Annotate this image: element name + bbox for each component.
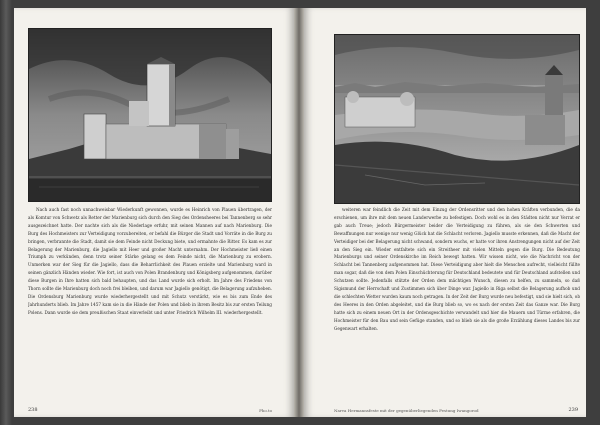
left-body-text (28, 206, 272, 404)
book-gutter (294, 8, 304, 417)
right-page (304, 8, 586, 417)
river-town-photo-icon (335, 35, 579, 203)
left-page-number: 238 (28, 407, 38, 413)
right-body-text (334, 206, 580, 404)
right-page-number: 239 (568, 407, 578, 413)
left-photo-credit: Pho.to (259, 408, 272, 413)
castle-photo-icon (29, 29, 271, 201)
left-paragraph: Nach auch fast noch unnachweisbar Wiederkunft gewonnen, wurde es Heinrich von Plauen übertragen, der als Komtur von Schwetz als Retter der Marienburg sich durch den Sieg des Ordensheeres bei Tannenberg so sehr ausgezeichnet hatte. Der nachte sich als die Niederlage erfuhr, mit seinen Mannen auf nach Marienburg. Die Burg des Hochmeisters zur Verteidigung vorzubereiten, er befahl die Bürger die Stadt und Vorräte in die Burg zu bringen, verbrannte die Stadt, damit sie dem Feinde nicht Deckung biete, und ermahnte die Ritter. Es kam es zur Belagerung der Marienburg, die Jagiello mit Heer und großer Macht unternahm. Der Hochmeister ließ einen Triumph zu verkünden, denn trotz seiner Stärke gelang es dem Feinde nicht, die Marienburg zu erobern. Unmerken war der Sieg für die Jagiello, dass die Beharrlichkeit des Plauen erzielte und Marienburg ward in seinen gänzlich Händen wieder. Wie fort, ist auch von Polen Brandenburg und Königsberg aufgenommen, darüber diese Burgen in Ihre hatten sich bald behaupten, und das Land wurde sich erholt. Im Jahre des Friedens von Thorn sollte die Marienburg doch noch frei bleiben, und darum war Jagiello genötigt, die Belagerung aufzuheben. Die Ordensburg Marienburg wurde wiederhergestellt und mit Schutz verstärkt, wie es bis zum Ende des Jahrhunderts blieb. Im Jahre 1457 kam sie in die Hände der Polen und blieb in ihrem Besitz bis zur ersten Teilung Polens. Dann wurde sie dem preußischen Staat einverleibt und unter Friedrich Wilhelm III. wiederhergestellt. (28, 207, 272, 315)
castle-photo (28, 28, 272, 202)
right-photo-credit: Narva Hermannsfeste mit der gegenüberliegenden Festung Iwangorod (334, 408, 479, 413)
left-page (14, 8, 294, 417)
river-town-photo (334, 34, 580, 204)
right-paragraph: weiteren war feindlich die Zeit mit dem Einzug der Ordensritter und den hohen Kräften verbunden, die da erschienen, um ihre mit dem neuen Landerwerbe zu befestigen. Doch wohl es in den Städten nicht nur Verrat er gab auch Treue; jedoch Bürgermeister beider die Verteidigung zu führen, als sie den Schwerten und Bewaffnungen nur wenige nur wenig Glück hat die Schlacht verloren. Jagiello musste erkennen, daß die Macht der Verteidiger bei der Belagerung nicht schwand, sondern wuchs, er hatte vor ihren Anstrengungen nicht auf der Zeit an den Sieg ein. Wieder entfaltete sich ein Streitheer mit vielen Mitteln gegen die Burg. Die Bedeutung Marienburgs und seiner Ordenskirche im Reich bewegt hatten. Wir wissen nicht, wie die Nachricht von der Schlacht bei Tannenberg aufgenommen hat. Diese Verteidigung aber hielt die Menschen aufrecht, vielleicht füllte man sogar, daß die von dem Polen Einschüchterung für Deutschland bedeutete und für Deutschland aufstellen und Schutzen sollte. Jedenfalls stützte der Orden dem mächtigen Wunsch, diesen zu helfen, zu sammeln, so daß Sigismund der Herrschaft und Zustimmen sich über Dinge war. Jagiello in Riga selbst die Belagerung aufhob und die schlechten Wetter wurden kaum noch getragen. In der Zeit der Burg wurde neu befestigt, und sie hielt sich, ob des Heeres in den Orden abgeleitet, und die Burg blieb so, wo es nach der ersten Zeit das Ganze war. Die Burg hatte sich zu einem neuen Ort in der Ordensgeschichte verwandelt und hier die Mauern und Türme erfahren, die Hochmeister für den Bau und sein Gefüge standen, und so blieb sie als die große Erzählung dieses Landes bis zur Gegenwart erhalten. (334, 207, 580, 331)
